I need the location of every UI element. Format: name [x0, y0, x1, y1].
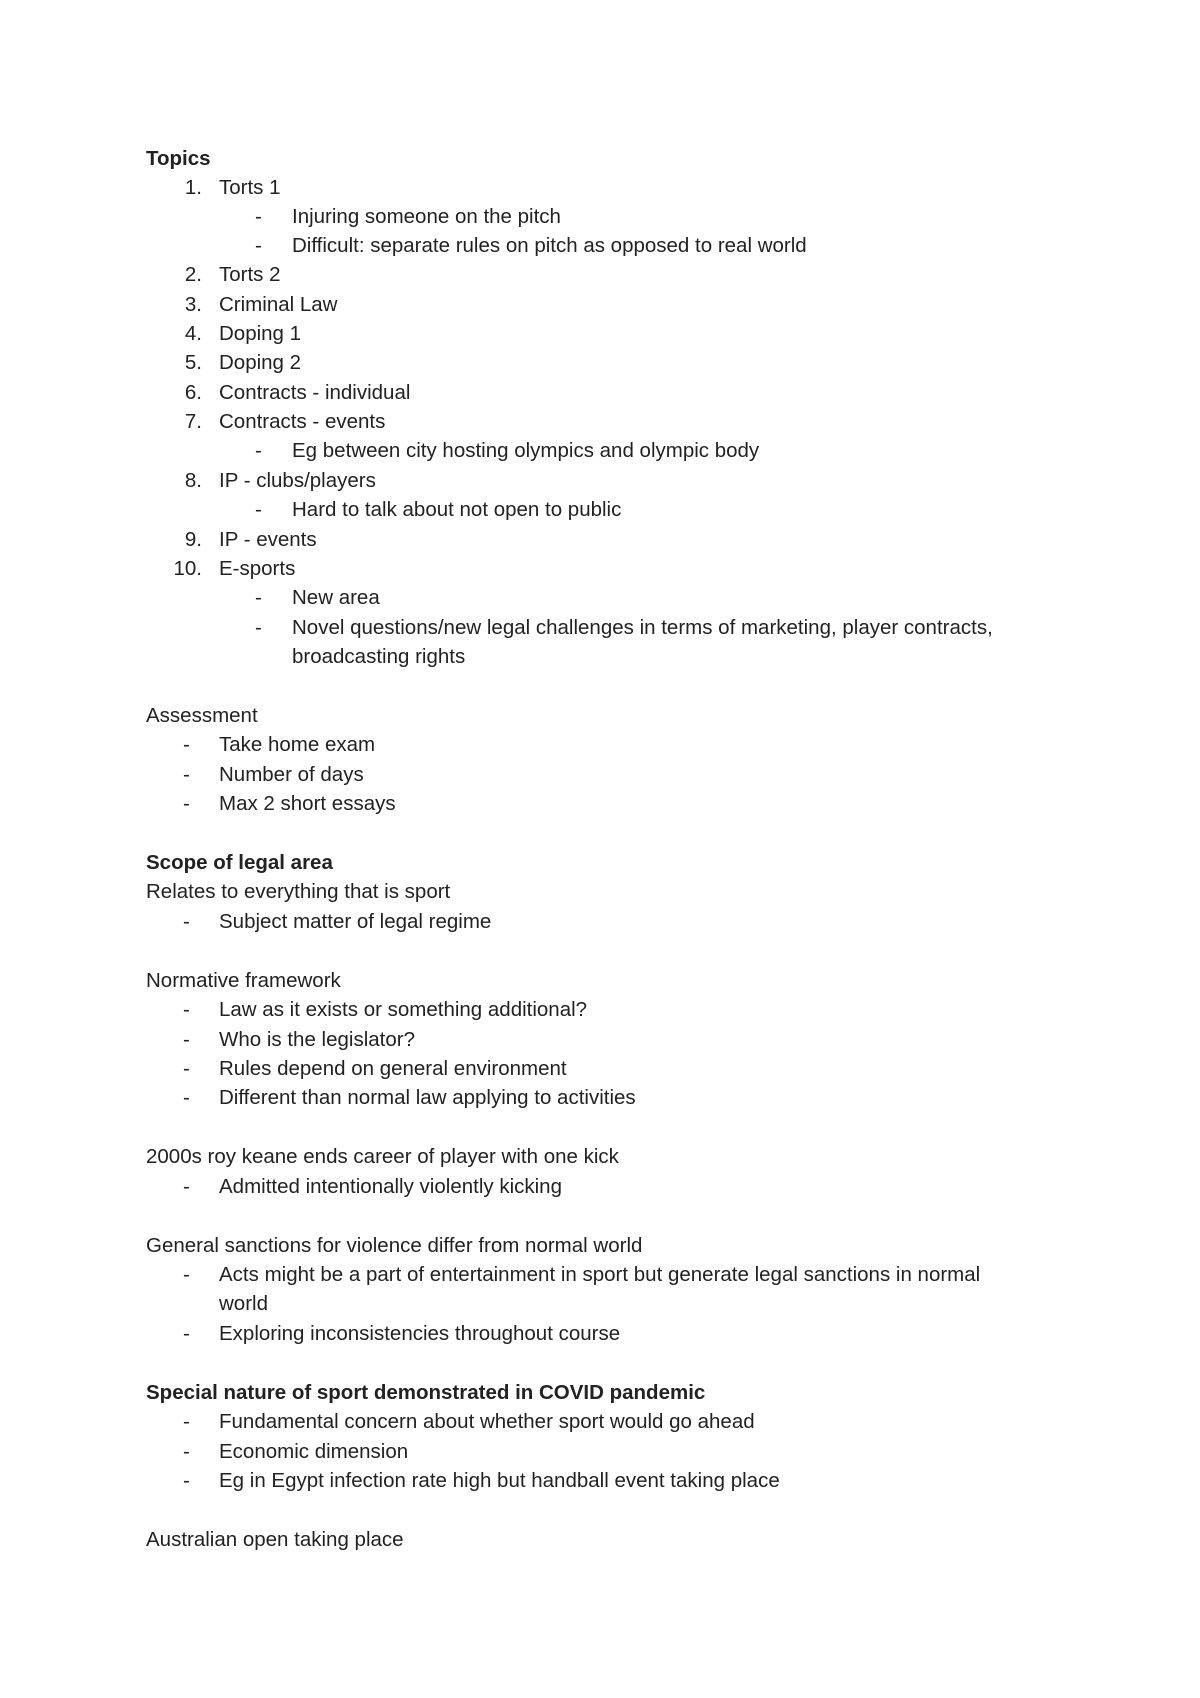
list-subitem: Difficult: separate rules on pitch as opposed to real world — [292, 234, 807, 257]
bullet-dash: - — [255, 205, 262, 228]
bullet-item: Admitted intentionally violently kicking — [219, 1175, 562, 1198]
list-item: Torts 1 — [219, 176, 281, 199]
list-item: E-sports — [219, 557, 296, 580]
bullet-item: Economic dimension — [219, 1440, 409, 1463]
list-number: 1. — [184, 176, 202, 199]
bullet-item: Law as it exists or something additional? — [219, 998, 588, 1021]
bullet-dash: - — [183, 998, 190, 1021]
scope-heading: Scope of legal area — [146, 851, 333, 874]
bullet-dash: - — [183, 1322, 190, 1345]
bullet-item: Number of days — [219, 763, 364, 786]
covid-heading: Special nature of sport demonstrated in COVID pandemic — [146, 1381, 706, 1404]
bullet-dash: - — [255, 439, 262, 462]
bullet-item: Max 2 short essays — [219, 792, 396, 815]
scope-text: Relates to everything that is sport — [146, 880, 451, 903]
list-subitem: New area — [292, 586, 380, 609]
bullet-dash: - — [255, 234, 262, 257]
bullet-dash: - — [183, 1057, 190, 1080]
bullet-dash: - — [255, 586, 262, 609]
list-item: Torts 2 — [219, 263, 281, 286]
list-subitem: Novel questions/new legal challenges in terms of marketing, player contracts, — [292, 616, 993, 639]
bullet-dash: - — [255, 498, 262, 521]
list-item: Doping 2 — [219, 351, 302, 374]
list-number: 6. — [184, 381, 202, 404]
topics-heading: Topics — [146, 147, 211, 170]
bullet-dash: - — [183, 1440, 190, 1463]
bullet-item: Who is the legislator? — [219, 1028, 415, 1051]
bullet-dash: - — [183, 1410, 190, 1433]
australian-open-text: Australian open taking place — [146, 1528, 404, 1551]
bullet-item: Exploring inconsistencies throughout course — [219, 1322, 621, 1345]
bullet-item: Acts might be a part of entertainment in sport but generate legal sanctions in normal — [219, 1263, 981, 1286]
list-number: 4. — [184, 322, 202, 345]
list-subitem-continued: broadcasting rights — [292, 645, 466, 668]
list-number: 7. — [184, 410, 202, 433]
list-number: 5. — [184, 351, 202, 374]
bullet-item: Fundamental concern about whether sport would go ahead — [219, 1410, 755, 1433]
list-number: 8. — [184, 469, 202, 492]
bullet-dash: - — [183, 1263, 190, 1286]
bullet-item: Eg in Egypt infection rate high but handball event taking place — [219, 1469, 780, 1492]
list-item: Doping 1 — [219, 322, 302, 345]
bullet-dash: - — [183, 910, 190, 933]
list-number: 9. — [184, 528, 202, 551]
list-item: Contracts - individual — [219, 381, 411, 404]
bullet-dash: - — [183, 1469, 190, 1492]
bullet-dash: - — [183, 733, 190, 756]
bullet-item: Take home exam — [219, 733, 376, 756]
list-item: Contracts - events — [219, 410, 386, 433]
bullet-dash: - — [183, 1028, 190, 1051]
bullet-dash: - — [183, 1175, 190, 1198]
bullet-dash: - — [183, 1086, 190, 1109]
keane-heading: 2000s roy keane ends career of player with one kick — [146, 1145, 619, 1168]
bullet-item: Different than normal law applying to activities — [219, 1086, 636, 1109]
list-subitem: Injuring someone on the pitch — [292, 205, 561, 228]
bullet-dash: - — [183, 763, 190, 786]
list-subitem: Eg between city hosting olympics and olympic body — [292, 439, 760, 462]
list-subitem: Hard to talk about not open to public — [292, 498, 622, 521]
list-number: 2. — [184, 263, 202, 286]
list-item: Criminal Law — [219, 293, 338, 316]
list-item: IP - events — [219, 528, 317, 551]
list-number: 3. — [184, 293, 202, 316]
sanctions-heading: General sanctions for violence differ from normal world — [146, 1234, 643, 1257]
bullet-dash: - — [183, 792, 190, 815]
bullet-item-continued: world — [219, 1292, 268, 1315]
list-item: IP - clubs/players — [219, 469, 376, 492]
normative-heading: Normative framework — [146, 969, 341, 992]
bullet-item: Subject matter of legal regime — [219, 910, 492, 933]
bullet-dash: - — [255, 616, 262, 639]
list-number: 10. — [173, 557, 202, 580]
assessment-heading: Assessment — [146, 704, 258, 727]
bullet-item: Rules depend on general environment — [219, 1057, 567, 1080]
